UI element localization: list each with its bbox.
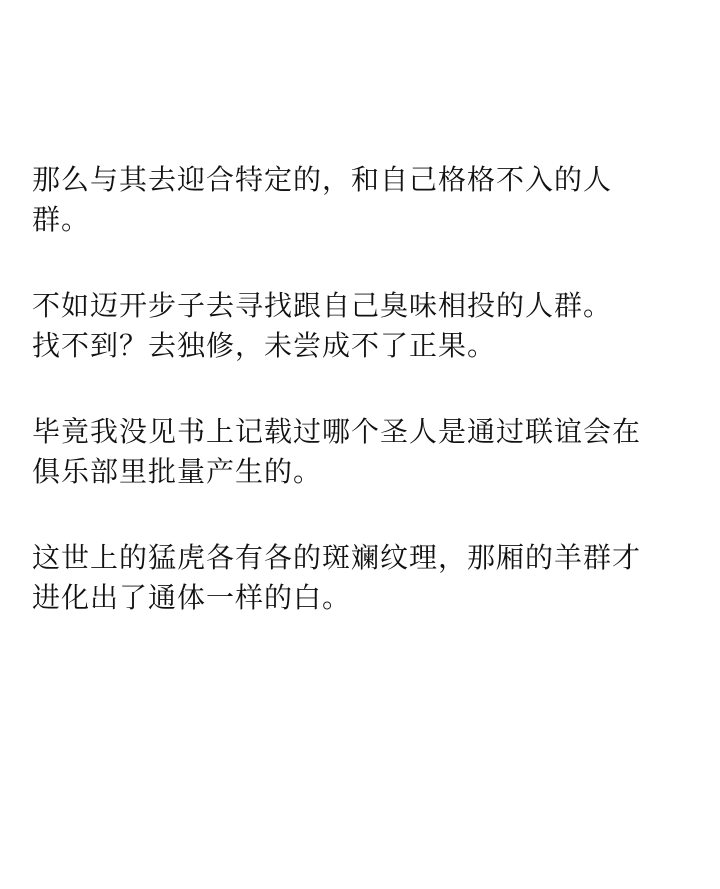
paragraph-line: 进化出了通体一样的白。 bbox=[32, 581, 352, 614]
paragraph-2 bbox=[32, 286, 692, 366]
paragraph-line: 这世上的猛虎各有各的斑斓纹理，那厢的羊群才 bbox=[32, 541, 642, 574]
paragraph-1 bbox=[32, 160, 692, 240]
paragraph-4 bbox=[32, 538, 692, 618]
paragraph-line: 不如迈开步子去寻找跟自己臭味相投的人群。 bbox=[32, 289, 613, 322]
paragraph-line: 群。 bbox=[32, 203, 91, 236]
paragraph-line: 找不到？去独修，未尝成不了正果。 bbox=[32, 329, 497, 362]
paragraph-line: 俱乐部里批量产生的。 bbox=[32, 455, 323, 488]
paragraph-line: 毕竟我没见书上记载过哪个圣人是通过联谊会在 bbox=[32, 415, 642, 448]
paragraph-line: 那么与其去迎合特定的，和自己格格不入的人 bbox=[32, 163, 613, 196]
text-post bbox=[32, 160, 692, 664]
paragraph-3 bbox=[32, 412, 692, 492]
